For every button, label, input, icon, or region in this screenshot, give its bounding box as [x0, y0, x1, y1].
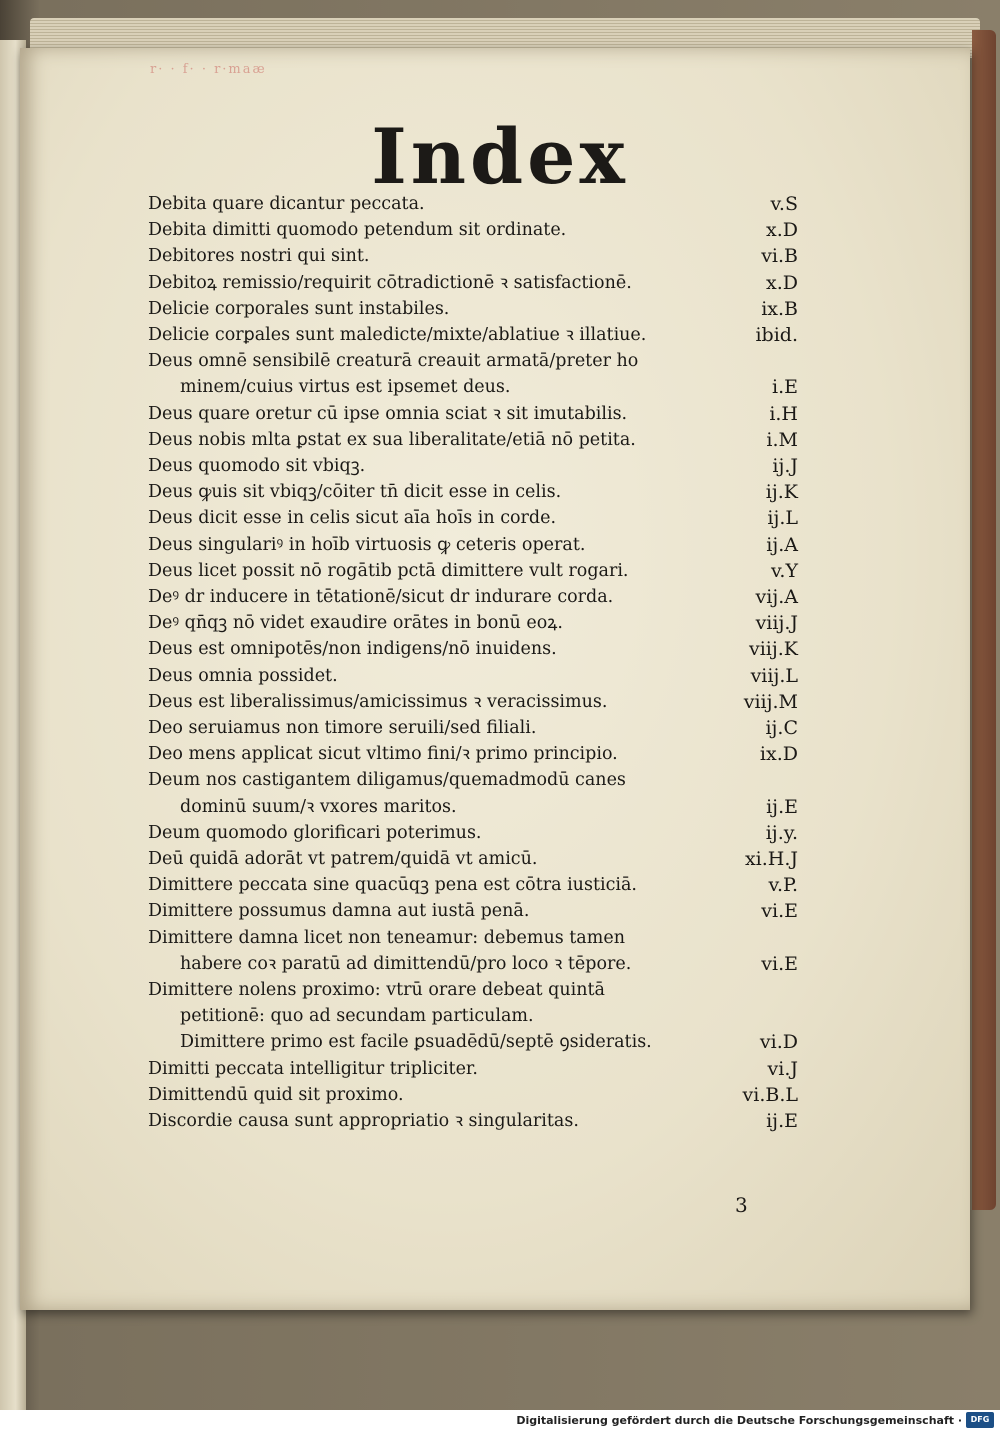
- index-entry-text: Deus quare oretur cū ipse omnia sciat ꝛ sit imutabilis.: [148, 404, 628, 424]
- index-entry-ref: vi.B.L: [742, 1084, 798, 1106]
- index-entry-text: Dimittere primo est facile ꝑsuadēdū/septē ꝯsideratis.: [180, 1032, 652, 1052]
- index-entry-text: Deus omnia possidet.: [148, 666, 338, 686]
- index-entry-text: Deus singulariꝰ in hoīb virtuosis ꝙ ceteris operat.: [148, 535, 586, 555]
- index-entry-text: dominū suum/ꝛ vxores maritos.: [180, 797, 457, 817]
- index-entry-ref: ix.D: [759, 743, 798, 765]
- index-entry-ref: ij.C: [765, 717, 798, 739]
- index-entry-text: Deo seruiamus non timore seruili/sed filiali.: [148, 718, 537, 738]
- index-entry-ref: vi.D: [759, 1031, 798, 1053]
- index-entry-ref: vi.E: [761, 953, 798, 975]
- index-entry-ref: viij.K: [748, 638, 798, 660]
- index-entry-text: Debita quare dicantur peccata.: [148, 194, 425, 214]
- index-entry-text: minem/cuius virtus est ipsemet deus.: [180, 377, 511, 397]
- index-entry-ref: ix.B: [761, 298, 798, 320]
- index-entry-ref: viij.L: [750, 665, 798, 687]
- index-entry-ref: ij.J: [772, 455, 798, 477]
- index-entry-text: Deum nos castigantem diligamus/quemadmodū canes: [148, 770, 626, 790]
- index-entry-text: Dimitti peccata intelligitur tripliciter.: [148, 1059, 478, 1079]
- red-ink-marks: r· · f· · r·maæ: [150, 62, 267, 77]
- index-entry-text: Dimittere damna licet non teneamur: debemus tamen: [148, 928, 625, 948]
- digitization-credit: Digitalisierung gefördert durch die Deutsche Forschungsgemeinschaft ·: [516, 1414, 962, 1427]
- index-entry-ref: i.H: [769, 403, 798, 425]
- index-entry-text: Dimittere nolens proximo: vtrū orare debeat quintā: [148, 980, 605, 1000]
- index-entry-ref: viij.M: [743, 691, 798, 713]
- index-entry-text: Debitores nostri qui sint.: [148, 246, 370, 266]
- index-entry-ref: ij.E: [766, 1110, 798, 1132]
- index-entry-text: Discordie causa sunt appropriatio ꝛ singularitas.: [148, 1111, 579, 1131]
- index-entry-text: Dimittere peccata sine quacūqꝫ pena est cōtra iusticiā.: [148, 875, 637, 895]
- index-entry-ref: ibid.: [755, 324, 798, 346]
- page-title: Index: [371, 112, 629, 201]
- index-entry-text: Deū quidā adorāt vt patrem/quidā vt amicū.: [148, 849, 538, 869]
- index-entry-ref: i.M: [766, 429, 798, 451]
- index-entry-text: Debita dimitti quomodo petendum sit ordinate.: [148, 220, 567, 240]
- index-entry-text: Dimittere possumus damna aut iustā penā.: [148, 901, 530, 921]
- dfg-logo: DFG: [966, 1412, 994, 1428]
- index-entry-text: Deus est liberalissimus/amicissimus ꝛ veracissimus.: [148, 692, 608, 712]
- index-entry-text: Deo mens applicat sicut vltimo fini/ꝛ primo principio.: [148, 744, 618, 764]
- index-entry-text: Deus est omnipotēs/non indigens/nō inuidens.: [148, 639, 557, 659]
- signature-mark: 3: [735, 1193, 748, 1217]
- index-entry-text: Delicie corꝑales sunt maledicte/mixte/ablatiue ꝛ illatiue.: [148, 325, 647, 345]
- index-entry-text: Deus licet possit nō rogātib pctā dimittere vult rogari.: [148, 561, 629, 581]
- index-entry-text: Deus dicit esse in celis sicut aīa hoīs in corde.: [148, 508, 557, 528]
- index-entry-ref: vij.A: [755, 586, 798, 608]
- index-entry-ref: i.E: [772, 376, 798, 398]
- index-entry-text: Deus ꝙuis sit vbiqꝫ/cōiter tn̄ dicit esse in celis.: [148, 482, 562, 502]
- index-entry-text: Deꝰ qn̄qꝫ nō videt exaudire orātes in bonū eoꝝ.: [148, 613, 563, 633]
- index-entry-text: habere coꝛ paratū ad dimittendū/pro loco ꝛ tēpore.: [180, 954, 632, 974]
- index-entry-ref: vi.J: [767, 1058, 798, 1080]
- index-entry-text: Deus nobis mlta ꝑstat ex sua liberalitate/etiā nō petita.: [148, 430, 636, 450]
- index-entry-ref: v.P.: [768, 874, 798, 896]
- index-entry-text: Deum quomodo glorificari poterimus.: [148, 823, 482, 843]
- index-entry-text: Dimittendū quid sit proximo.: [148, 1085, 404, 1105]
- index-entry-ref: v.Y: [770, 560, 798, 582]
- index-entry-ref: x.D: [766, 219, 798, 241]
- index-entry-ref: vi.B: [761, 245, 798, 267]
- index-entry-ref: viij.J: [755, 612, 798, 634]
- index-entry-ref: ij.E: [766, 796, 798, 818]
- index-entry-ref: vi.E: [761, 900, 798, 922]
- index-entry-ref: ij.A: [766, 534, 798, 556]
- index-entry-text: Deus omnē sensibilē creaturā creauit armatā/preter ho: [148, 351, 639, 371]
- index-entry-ref: v.S: [770, 193, 798, 215]
- index-entry-text: petitionē: quo ad secundam particulam.: [180, 1006, 534, 1026]
- index-entry-ref: x.D: [766, 272, 798, 294]
- index-entry-ref: xi.H.J: [744, 848, 798, 870]
- index-entry-ref: ij.K: [765, 481, 798, 503]
- index-entry-ref: ij.L: [767, 507, 798, 529]
- index-entry-text: Delicie corporales sunt instabiles.: [148, 299, 450, 319]
- index-entry-text: Debitoꝝ remissio/requirit cōtradictionē ꝛ satisfactionē.: [148, 273, 632, 293]
- index-entry-text: Deus quomodo sit vbiqꝫ.: [148, 456, 366, 476]
- index-entry-ref: ij.y.: [765, 822, 798, 844]
- index-entry-text: Deꝰ dr inducere in tētationē/sicut dr indurare corda.: [148, 587, 614, 607]
